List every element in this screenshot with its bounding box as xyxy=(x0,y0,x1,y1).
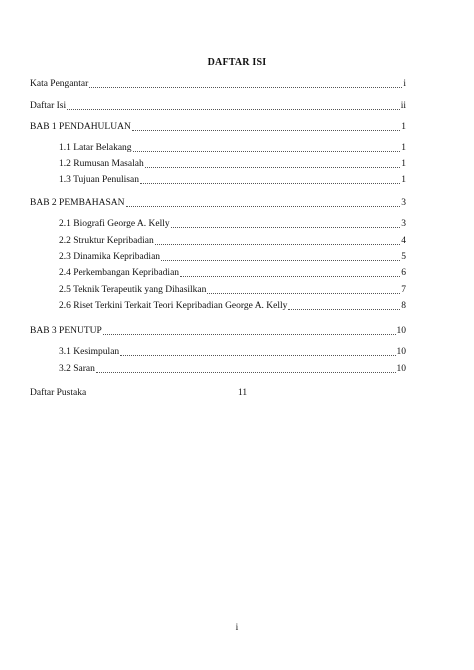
dot-leader xyxy=(288,299,400,310)
dot-leader xyxy=(140,173,400,184)
toc-entry-label: 2.1 Biografi George A. Kelly xyxy=(59,219,170,229)
toc-entry-label: 2.4 Perkembangan Kepribadian xyxy=(59,268,180,278)
toc-entry xyxy=(30,324,406,337)
dot-leader xyxy=(89,77,402,88)
toc-entry-label: 2.6 Riset Terkini Terkait Teori Kepribadian George A. Kelly xyxy=(59,301,288,311)
dot-leader xyxy=(145,157,401,168)
toc-entry xyxy=(59,234,406,247)
toc-entry-label: 2.5 Teknik Terapeutik yang Dihasilkan xyxy=(59,285,207,295)
toc-entry-page: 10 xyxy=(396,347,406,357)
dot-leader xyxy=(103,324,396,335)
toc-entry xyxy=(30,99,406,112)
toc-entry-label: BAB 3 PENUTUP xyxy=(30,326,102,336)
toc-entry xyxy=(59,217,406,230)
dot-leader xyxy=(120,345,395,356)
toc-entry-label: BAB 1 PENDAHULUAN xyxy=(30,122,131,132)
dot-leader xyxy=(207,283,400,294)
dot-leader xyxy=(180,266,400,277)
toc-entry-label: 1.2 Rumusan Masalah xyxy=(59,159,144,169)
toc-entry xyxy=(59,141,406,154)
dot-leader xyxy=(155,234,401,245)
toc-entry xyxy=(30,196,406,209)
toc-entry-label: Kata Pengantar xyxy=(30,79,89,89)
toc-entry-page: 1 xyxy=(401,143,406,153)
toc-entry xyxy=(59,362,406,375)
toc-entry xyxy=(59,173,406,186)
toc-entry xyxy=(59,345,406,358)
toc-entry-page: 7 xyxy=(401,285,406,295)
dot-leader xyxy=(126,196,401,207)
toc-entry-page: 5 xyxy=(401,252,406,262)
toc-entry-page: 1 xyxy=(401,175,406,185)
toc-entry-label: 3.2 Saran xyxy=(59,364,95,374)
toc-entry-page: 11 xyxy=(238,388,248,398)
toc-entry xyxy=(59,299,406,312)
toc-entry-page: 10 xyxy=(396,326,406,336)
toc-entry-label: 1.3 Tujuan Penulisan xyxy=(59,175,139,185)
dot-leader xyxy=(133,141,401,152)
toc-entry-page: i xyxy=(403,79,406,89)
toc-entry-page: 8 xyxy=(401,301,406,311)
page-title: DAFTAR ISI xyxy=(207,57,267,68)
toc-entry-label: BAB 2 PEMBAHASAN xyxy=(30,198,125,208)
toc-entry-label: Daftar Isi xyxy=(30,101,67,111)
toc-entry-page: 3 xyxy=(401,219,406,229)
toc-entry xyxy=(59,266,406,279)
toc-entry xyxy=(59,250,406,263)
dot-leader xyxy=(171,217,401,228)
toc-entry-label: Daftar Pustaka xyxy=(30,388,87,398)
toc-entry-page: 1 xyxy=(401,122,406,132)
toc-entry-page: 10 xyxy=(396,364,406,374)
dot-leader xyxy=(96,362,396,373)
toc-entry-label: 2.3 Dinamika Kepribadian xyxy=(59,252,161,262)
dot-leader xyxy=(132,120,400,131)
toc-entry xyxy=(30,120,406,133)
toc-entry-label: 3.1 Kesimpulan xyxy=(59,347,120,357)
dot-leader xyxy=(161,250,400,261)
toc-entry-page: ii xyxy=(400,101,406,111)
toc-entry xyxy=(59,283,406,296)
toc-entry xyxy=(30,77,406,90)
toc-entry-page: 3 xyxy=(401,198,406,208)
toc-entry-label: 2.2 Struktur Kepribadian xyxy=(59,236,154,246)
page-number: i xyxy=(235,623,239,633)
toc-entry-label: 1.1 Latar Belakang xyxy=(59,143,132,153)
toc-entry xyxy=(59,157,406,170)
toc-entry-page: 4 xyxy=(401,236,406,246)
toc-entry-page: 1 xyxy=(401,159,406,169)
toc-entry-page: 6 xyxy=(401,268,406,278)
dot-leader xyxy=(67,99,400,110)
